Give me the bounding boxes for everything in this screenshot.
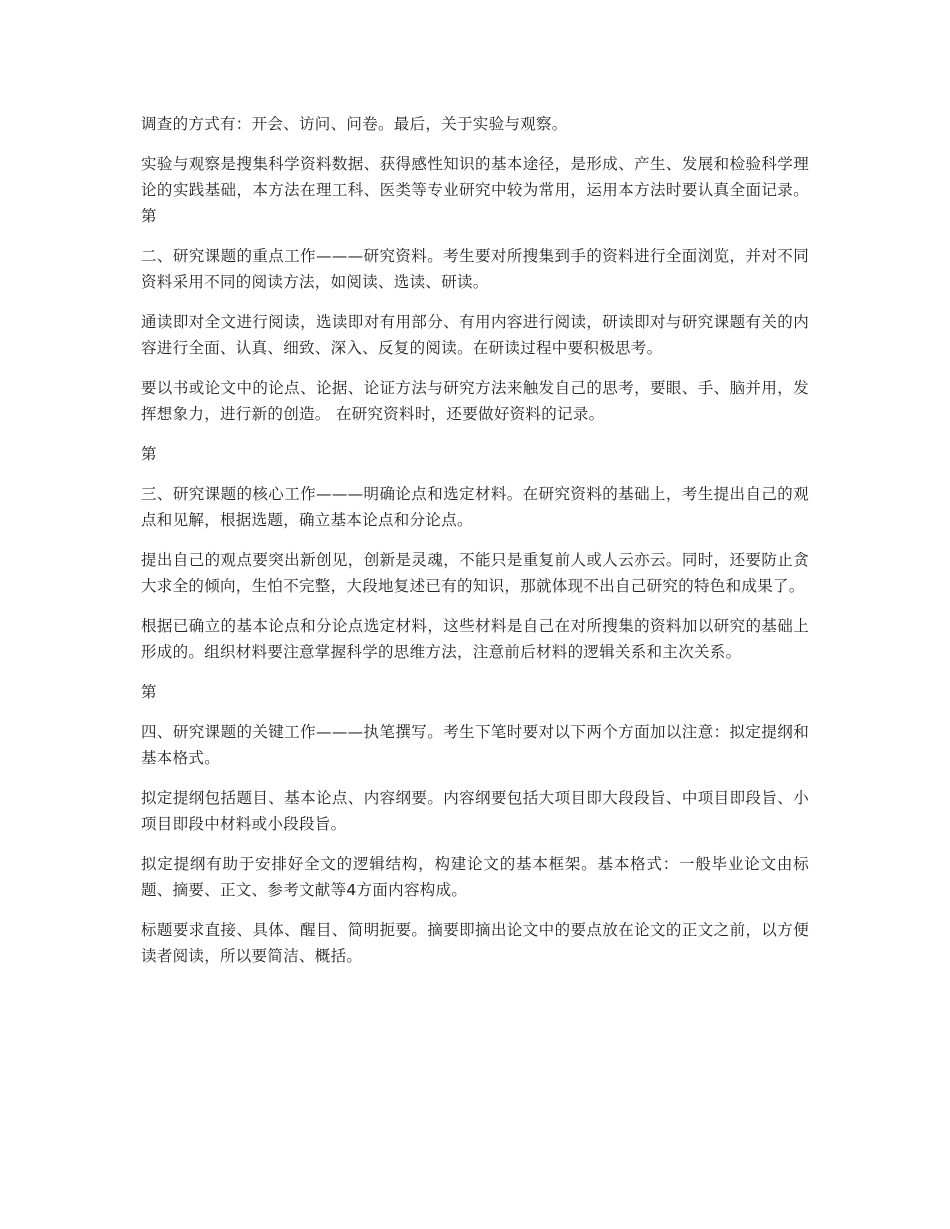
paragraph: 第 bbox=[141, 445, 157, 463]
paragraph: 标题要求直接、具体、醒目、简明扼要。摘要即摘出论文中的要点放在论文的正文之前，以方便读者阅读，所以要简洁、概括。 bbox=[141, 921, 809, 965]
paragraph: 根据已确立的基本论点和分论点选定材料，这些材料是自己在对所搜集的资料加以研究的基础上形成的。组织材料要注意掌握科学的思维方法，注意前后材料的逻辑关系和主次关系。 bbox=[141, 617, 809, 661]
paragraph: 实验与观察是搜集科学资料数据、获得感性知识的基本途径，是形成、产生、发展和检验科学理论的实践基础，本方法在理工科、医类等专业研究中较为常用，运用本方法时要认真全面记录。 第 bbox=[141, 155, 809, 225]
paragraph: 要以书或论文中的论点、论据、论证方法与研究方法来触发自己的思考，要眼、手、脑并用，发挥想象力，进行新的创造。 在研究资料时，还要做好资料的记录。 bbox=[141, 379, 809, 423]
paragraph: 二、研究课题的重点工作———研究资料。考生要对所搜集到手的资料进行全面浏览，并对不同资料采用不同的阅读方法，如阅读、选读、研读。 bbox=[141, 247, 809, 291]
paragraph: 拟定提纲有助于安排好全文的逻辑结构，构建论文的基本框架。基本格式：一般毕业论文由标题、摘要、正文、参考文献等4方面内容构成。 bbox=[141, 855, 809, 899]
document-page bbox=[141, 111, 809, 983]
paragraph: 第 bbox=[141, 683, 157, 701]
paragraph: 四、研究课题的关键工作———执笔撰写。考生下笔时要对以下两个方面加以注意：拟定提纲和基本格式。 bbox=[141, 723, 809, 767]
paragraph: 拟定提纲包括题目、基本论点、内容纲要。内容纲要包括大项目即大段段旨、中项目即段旨、小项目即段中材料或小段段旨。 bbox=[141, 789, 809, 833]
paragraph: 通读即对全文进行阅读，选读即对有用部分、有用内容进行阅读，研读即对与研究课题有关的内容进行全面、认真、细致、深入、反复的阅读。在研读过程中要积极思考。 bbox=[141, 313, 809, 357]
paragraph: 三、研究课题的核心工作———明确论点和选定材料。在研究资料的基础上，考生提出自己的观点和见解，根据选题，确立基本论点和分论点。 bbox=[141, 485, 809, 529]
paragraph: 调查的方式有：开会、访问、问卷。最后，关于实验与观察。 bbox=[141, 115, 568, 133]
paragraph: 提出自己的观点要突出新创见，创新是灵魂，不能只是重复前人或人云亦云。同时，还要防止贪大求全的倾向，生怕不完整，大段地复述已有的知识，那就体现不出自己研究的特色和成果了。 bbox=[141, 551, 809, 595]
